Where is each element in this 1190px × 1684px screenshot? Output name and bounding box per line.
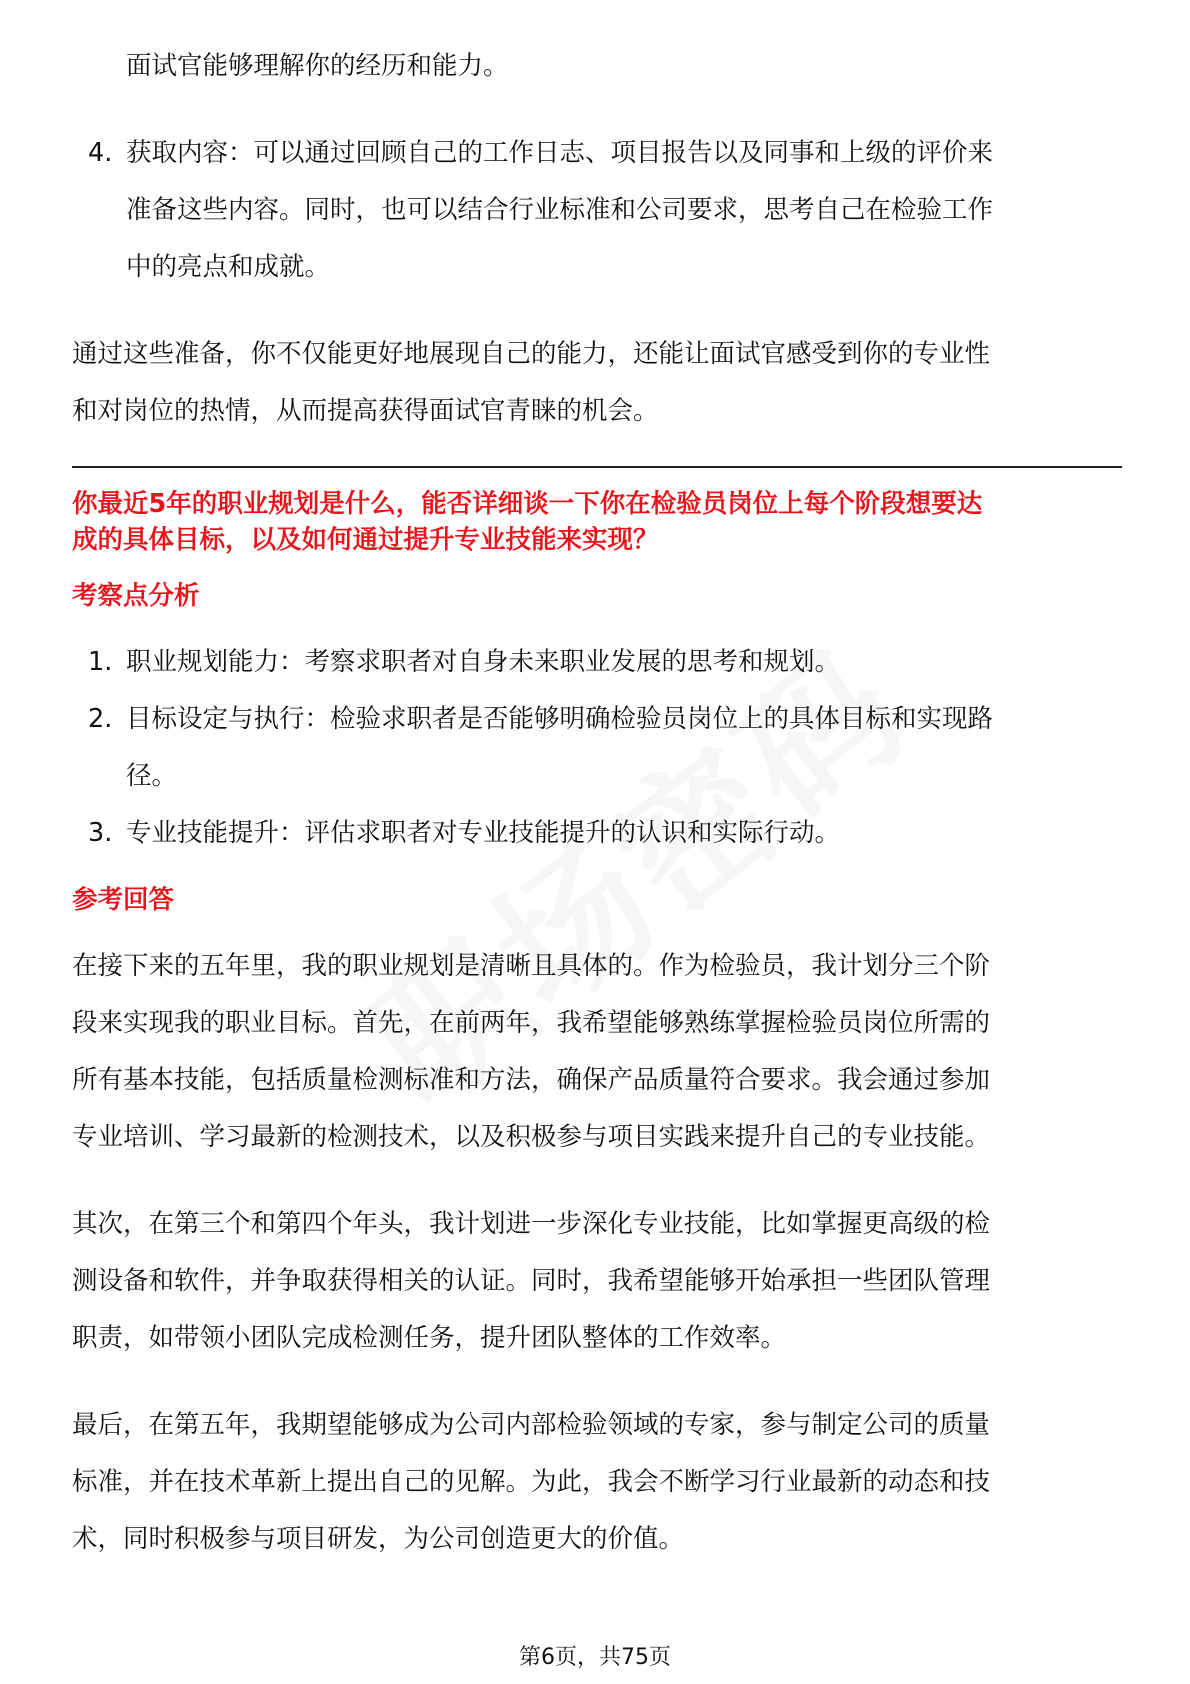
question-line: 成的具体目标，以及如何通过提升专业技能来实现？ [72,525,659,555]
answer-title: 参考回答 [72,885,175,915]
list-line: 中的亮点和成就。 [126,252,331,282]
paragraph-line: 在接下来的五年里，我的职业规划是清晰且具体的。作为检验员，我计划分三个阶 [72,951,991,981]
list-line: 准备这些内容。同时，也可以结合行业标准和公司要求，思考自己在检验工作 [126,195,994,225]
paragraph-line: 最后，在第五年，我期望能够成为公司内部检验领域的专家，参与制定公司的质量 [72,1410,991,1440]
paragraph-line: 通过这些准备，你不仅能更好地展现自己的能力，还能让面试官感受到你的专业性 [72,339,991,369]
paragraph-line: 段来实现我的职业目标。首先，在前两年，我希望能够熟练掌握检验员岗位所需的 [72,1008,991,1038]
section-divider [72,466,1122,468]
analysis-title: 考察点分析 [72,581,200,611]
paragraph-line: 标准，并在技术革新上提出自己的见解。为此，我会不断学习行业最新的动态和技 [72,1467,991,1497]
answer-paragraph-2 [72,1196,1122,1367]
paragraph-line: 职责，如带领小团队完成检测任务，提升团队整体的工作效率。 [72,1323,787,1353]
paragraph-line: 其次，在第三个和第四个年头，我计划进一步深化专业技能，比如掌握更高级的检 [72,1209,991,1239]
continuation-line: 面试官能够理解你的经历和能力。 [126,51,509,81]
summary-paragraph [72,326,1122,440]
paragraph-line: 和对岗位的热情，从而提高获得面试官青睐的机会。 [72,396,659,426]
list-number: 2. [88,704,113,734]
list-number: 4. [88,138,113,168]
analysis-item-1 [72,634,1122,691]
paragraph-line: 专业培训、学习最新的检测技术，以及积极参与项目实践来提升自己的专业技能。 [72,1122,991,1152]
list-line: 职业规划能力：考察求职者对自身未来职业发展的思考和规划。 [126,647,841,677]
paragraph-line: 术，同时积极参与项目研发，为公司创造更大的价值。 [72,1524,685,1554]
list-item-4 [72,125,1122,296]
list-line: 获取内容：可以通过回顾自己的工作日志、项目报告以及同事和上级的评价来 [126,138,994,168]
list-line: 专业技能提升：评估求职者对专业技能提升的认识和实际行动。 [126,818,841,848]
paragraph-line: 测设备和软件，并争取获得相关的认证。同时，我希望能够开始承担一些团队管理 [72,1266,991,1296]
question-heading [72,478,1122,558]
analysis-item-2 [72,691,1122,805]
paragraph-line: 所有基本技能，包括质量检测标准和方法，确保产品质量符合要求。我会通过参加 [72,1065,991,1095]
page-content [72,38,1122,1568]
list-line: 目标设定与执行：检验求职者是否能够明确检验员岗位上的具体目标和实现路 [126,704,994,734]
question-line: 你最近5年的职业规划是什么，能否详细谈一下你在检验员岗位上每个阶段想要达 [72,489,983,519]
answer-paragraph-3 [72,1397,1122,1568]
answer-paragraph-1 [72,938,1122,1166]
page-number: 第6页，共75页 [519,1645,671,1670]
list-number: 3. [88,818,113,848]
analysis-item-3 [72,805,1122,862]
list-number: 1. [88,647,113,677]
list-line: 径。 [126,761,178,791]
